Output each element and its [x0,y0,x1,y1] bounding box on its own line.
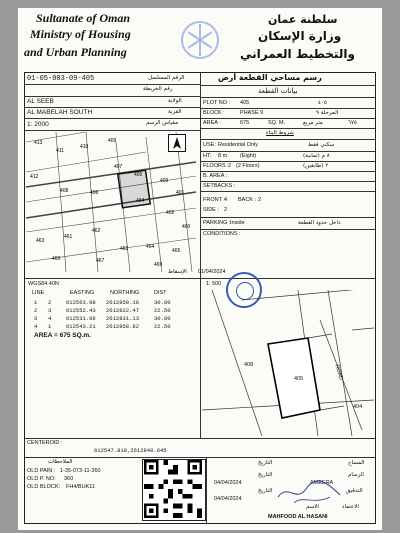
coords-row-3-dist: 30.00 [154,315,171,322]
notes-label-ar: الملاحظات [48,459,73,465]
svg-text:407: 407 [114,164,123,170]
height-value: 8 m. [218,153,229,159]
wilayat-value: AL SEEB [27,98,54,105]
ministry-name-en-line3: and Urban Planning [24,45,127,59]
use-ar: سكني فقط [308,142,335,148]
coords-row-1-northing: 2612850.16 [106,299,140,306]
area-label: AREA : [203,120,221,126]
parking-value: Inside [230,220,245,226]
svg-text:408: 408 [60,188,69,194]
coords-area-total: AREA = 675 SQ.m. [34,332,92,339]
sig-date-label-checker: التاريخ [258,488,273,494]
coords-row-2-from: 2 [34,307,38,314]
coords-row-1-easting: 612563.98 [66,299,96,306]
svg-text:402: 402 [166,210,175,216]
plot-no-ar: ٤٠٥ [318,100,327,106]
svg-text:404: 404 [136,198,145,204]
serial-label-ar: الرقم المسلسل [148,75,185,81]
floors-value: 2 [228,163,232,169]
parking-ar: داخل حدود القطعة [298,220,341,226]
projection-label: WGS84 40N [28,281,59,287]
document-sheet [18,8,382,530]
use-value: Residential Only [218,142,259,148]
coords-header-line: LINE [32,290,45,296]
centeroid-value: 612547.818,2612840.645 [94,447,167,454]
old-pain-label: OLD PAIN : [27,468,56,474]
svg-text:411: 411 [56,148,64,154]
floors-ar: ٢ (طابقين) [303,163,329,169]
svg-text:463: 463 [120,246,129,252]
ministry-name-en-line1: Sultanate of Oman [36,11,131,25]
old-pain-value: 1-35-073-11-360 [60,468,101,474]
building-area-label: B. AREA : [203,173,228,179]
conditions-label: CONDITIONS : [203,231,241,237]
coords-row-4-northing: 2612858.82 [106,323,140,330]
svg-text:462: 462 [92,228,101,234]
sig-date-label-surveyor: التاريخ [258,460,273,466]
coords-row-4-dist: 22.50 [154,323,171,330]
svg-text:410: 410 [80,144,89,150]
sig-role-checker: التدقيق [346,488,363,494]
scale-label-ar: مقياس الرسم [146,120,179,126]
setbacks-label: SETBACKS : [203,183,236,189]
sheet-title-ar: رسم مساحي القطعة أرض [218,73,322,82]
floors-note: (2 Floors) [236,163,260,169]
plot-no-label: PLOT NO : [203,100,231,106]
height-note: (Eight) [240,153,257,159]
coords-header-northing: NORTHING [110,290,140,296]
scale-value: 1: 2000 [27,121,49,128]
use-label: USE: [203,142,216,148]
coords-row-4-to: 1 [48,323,52,330]
svg-text:463: 463 [36,238,45,244]
coords-row-3-northing: 2612831.13 [106,315,140,322]
sig-role-approver: الاعتماد [342,504,359,510]
area-unit-ar: متر مربع [303,120,323,126]
plan-plot-label: 405 [294,376,304,382]
sig-date-label-drafter: التاريخ [258,472,273,478]
old-plot-label: OLD P. NO: [27,476,56,482]
svg-text:413: 413 [34,140,43,146]
emblem-watermark [180,18,220,62]
svg-text:469: 469 [154,262,163,268]
ministry-name-ar-line3: والتخطيط العمراني [240,47,355,61]
sig-role-drafter: الرسام [348,472,364,478]
svg-text:465: 465 [172,248,181,254]
village-label-ar: القرية [168,109,182,115]
front-value: 4 [224,197,228,203]
height-label: HT: [203,153,212,159]
svg-text:401: 401 [176,190,185,196]
plot-data-title-ar: بيانات القطعة [258,87,298,95]
svg-text:464: 464 [146,244,155,250]
ministry-name-ar-line1: سلطنة عمان [268,13,338,26]
area-value: 675 [240,120,250,126]
coords-row-2-easting: 612552.43 [66,307,96,314]
ministry-name-ar-line2: وزارة الإسكان [258,29,342,43]
coords-row-3-to: 4 [48,315,52,322]
svg-text:403: 403 [160,178,169,184]
serial-number: 01-05-003-09-405 [27,75,95,83]
coords-header-easting: EASTING [70,290,95,296]
map-number-label-ar: رقم الخريطة [143,86,173,92]
back-label: BACK : [238,197,257,203]
coords-row-4-from: 4 [34,323,38,330]
site-plan [202,290,374,436]
sig-name-drafter: AMEERA [310,480,334,486]
plan-neighbor-top: 408 [244,362,254,368]
svg-text:461: 461 [64,234,73,240]
floors-label: FLOORS : [203,163,229,169]
signatures-table [208,459,374,523]
area-ar: ٦٧٥ [348,120,357,126]
coords-row-2-northing: 2612822.47 [106,307,140,314]
area-unit: SQ. M. [268,120,286,126]
front-label: FRONT : [203,197,225,203]
svg-text:400: 400 [182,224,191,230]
coords-row-2-to: 3 [48,307,52,314]
old-plot-value: 360 [64,476,74,482]
coords-row-2-dist: 22.50 [154,307,171,314]
old-block-value: FH4/BUK11 [66,484,95,490]
svg-text:412: 412 [30,174,39,180]
coords-row-1-from: 1 [34,299,38,306]
building-conditions-ar: شروط البناء [266,130,294,136]
coords-row-1-dist: 30.00 [154,299,171,306]
sig-name-approver: MAHFOOD AL HASANI [268,514,328,520]
side-label: SIDE : [203,207,219,213]
old-block-label: OLD BLOCK: [27,484,61,490]
coords-header-dist: DIST [154,290,167,296]
sig-date-checker: 04/04/2024 [214,496,242,502]
plan-date: 01/04/2024 [198,269,226,275]
sig-role-surveyor: المساح [348,460,365,466]
svg-text:406: 406 [90,190,99,196]
plan-neighbor-right: 404 [353,404,363,410]
side-value: 2 [224,207,228,213]
svg-text:405: 405 [134,172,143,178]
block-ar: المرحلة ٩ [316,110,339,116]
key-map-caption-ar: الإسقاط [168,269,187,275]
block-value: PHASE 9 [240,110,264,116]
signature-scribble [274,477,344,507]
ministry-name-en-line2: Ministry of Housing [30,27,131,41]
coords-row-3-easting: 612531.66 [66,315,96,322]
parking-label: PARKING : [203,220,231,226]
wilayat-label-ar: الولاية [168,98,182,104]
coords-row-4-easting: 612543.21 [66,323,96,330]
back-value: 2 [258,197,262,203]
sig-name-label-ar: الاسم [306,504,319,510]
qr-code[interactable] [142,459,206,521]
svg-text:409: 409 [108,138,117,144]
svg-text:460: 460 [52,256,61,262]
plan-road-label: ROAD [333,364,344,382]
centeroid-label: CENTEROID : [27,440,63,446]
sig-date-drafter: 04/04/2024 [214,480,242,486]
coords-row-1-to: 2 [48,299,52,306]
coords-row-3-from: 3 [34,315,38,322]
height-ar: ٨ م (ثمانية) [303,153,330,159]
plan-scale: 1: 500 [206,281,222,287]
block-label: BLOCK : [203,110,225,116]
north-arrow-icon [168,134,186,152]
village-value: AL MABELAH SOUTH [27,109,93,116]
plot-no-value: 405 [240,100,250,106]
svg-text:467: 467 [96,258,105,264]
